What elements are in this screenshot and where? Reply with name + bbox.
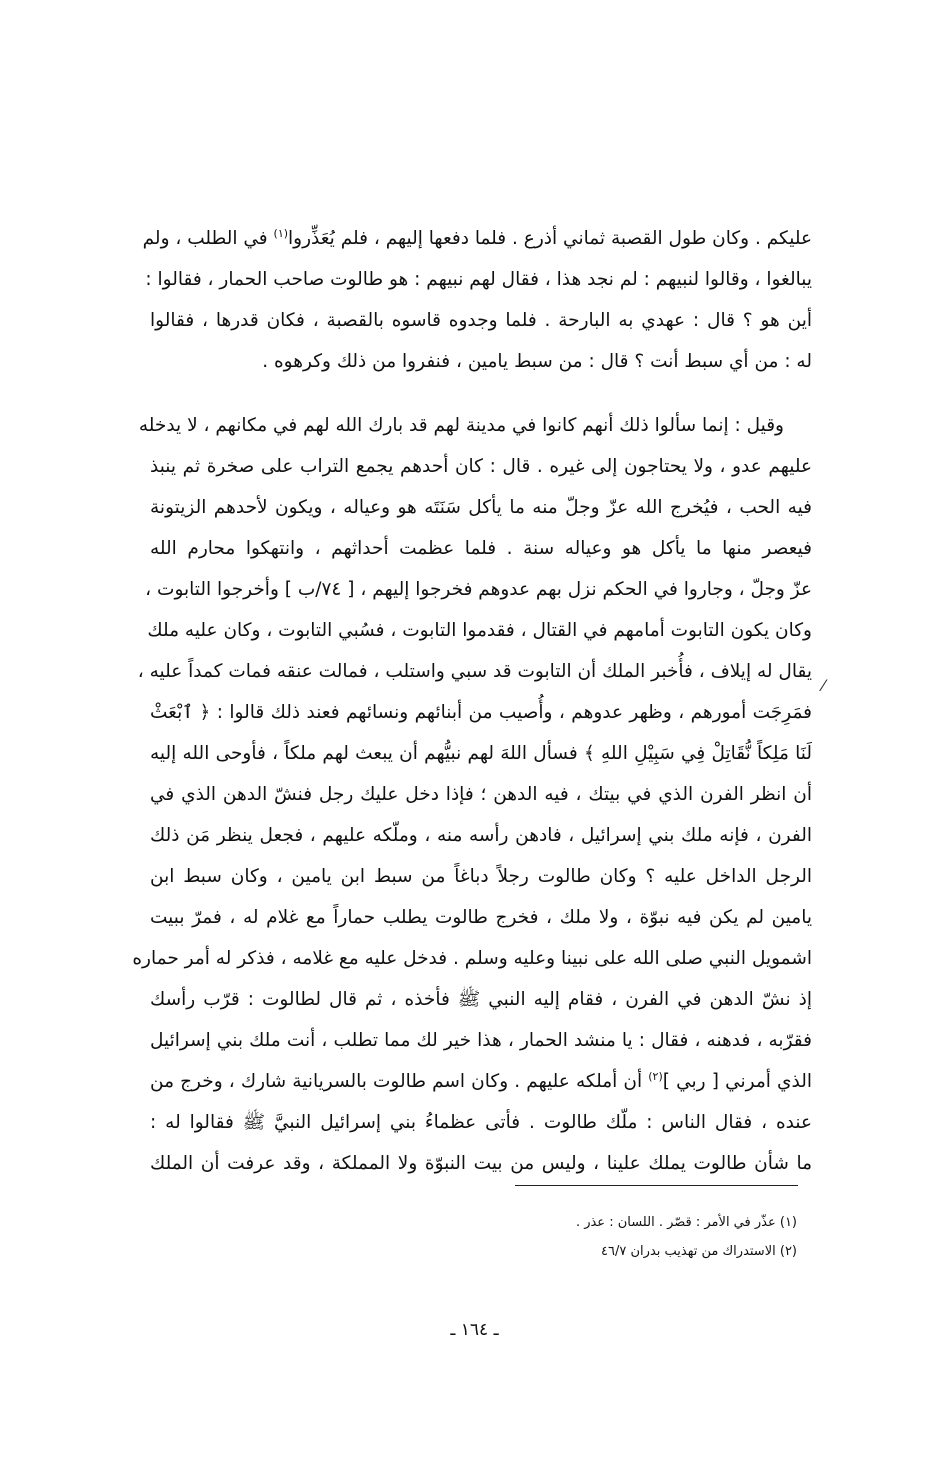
page-number: ـ ١٦٤ ـ [450, 1320, 499, 1340]
text-line: يامين لم يكن فيه نبوّة ، ولا ملك ، فخرج طالوت يطلب حماراً مع غلام له ، فمرّ ببيت [150, 907, 812, 928]
text-line: فمَرِجَت أمورهم ، وظهر عدوهم ، وأُصيب من أبنائهم ونسائهم فعند ذلك قالوا : ﴿ ٱبْعَثْ [150, 702, 812, 723]
text-line [142, 218, 812, 259]
text-line: أن انظر الفرن الذي في بيتك ، فيه الدهن ؛ فإذا دخل عليك رجل فنشّ الدهن الذي في [150, 784, 812, 805]
paragraph-1 [142, 218, 812, 382]
text-line: اشمويل النبي صلى الله على نبينا وعليه وسلم . فدخل عليه مع غلامه ، فذكر له أمر حماره [132, 948, 812, 969]
text-line: يبالغوا ، وقالوا لنبيهم : لم نجد هذا ، فقال لهم نبيهم : هو طالوت صاحب الحمار ، فقالوا : [145, 269, 812, 290]
text-line: فقرّبه ، فدهنه ، فقال : يا منشد الحمار ، هذا خير لك مما تطلب ، أنت ملك بني إسرائيل [150, 1030, 812, 1051]
footnote-marker-1[interactable]: (١) [273, 226, 289, 240]
footnote-marker-2[interactable]: (٢) [648, 1069, 663, 1083]
text-segment: عليكم . وكان طول القصبة ثماني أذرع . فلما دفعها إليهم ، فلم يُعَذِّروا [288, 228, 812, 249]
text-line: عليهم عدو ، ولا يحتاجون إلى غيره . قال : كان أحدهم يجمع التراب على صخرة ثم ينبذ [150, 456, 812, 477]
text-line: فيه الحب ، فيُخرج الله عزّ وجلّ منه ما يأكل سَنَتَه هو وعياله ، ويكون لأحدهم الزيتونة [150, 497, 812, 518]
footnote-1: (١) عذّر في الأمر : قصّر . اللسان : عذر . [575, 1215, 797, 1230]
footnote-separator [515, 1185, 798, 1186]
margin-mark: ⁄ [822, 676, 825, 695]
text-line: عزّ وجلّ ، وجاروا في الحكم نزل بهم عدوهم فخرجوا إليهم ، [ ٧٤/ب ] وأخرجوا التابوت ، [145, 579, 812, 600]
text-line: فيعصر منها ما يأكل هو وعياله سنة . فلما عظمت أحداثهم ، وانتهكوا محارم الله [150, 538, 812, 559]
footnotes [576, 1208, 797, 1266]
text-segment: أن أملكه عليهم . وكان اسم طالوت بالسريانية شارك ، وخرج من [150, 1071, 649, 1092]
text-line: ما شأن طالوت يملك علينا ، وليس من بيت النبوّة ولا المملكة ، وقد عرفت أن الملك [150, 1153, 812, 1174]
text-line: وكان يكون التابوت أمامهم في القتال ، فقدموا التابوت ، فسُبي التابوت ، وكان عليه ملك [147, 620, 812, 641]
text-line: الفرن ، فإنه ملك بني إسرائيل ، فادهن رأسه منه ، وملّكه عليهم ، فجعل ينظر مَن ذلك [150, 825, 812, 846]
text-line: أين هو ؟ قال : عهدي به البارحة . فلما وجدوه قاسوه بالقصبة ، فكان قدرها ، فقالوا [150, 310, 812, 331]
text-line: له : من أي سبط أنت ؟ قال : من سبط يامين ، فنفروا من ذلك وكرهوه . [262, 351, 812, 372]
footnote-2: (٢) الاستدراك من تهذيب بدران ٤٦/٧ [601, 1244, 797, 1259]
text-segment: في الطلب ، ولم [142, 228, 274, 249]
paragraph-2 [132, 405, 812, 1184]
text-line [150, 1061, 812, 1102]
text-line: لَنَا مَلِكاً نُّقَاتِلْ فِي سَبِيْلِ اللهِ ﴾ فسأل اللهَ لهم نبيُّهم أن يبعث لهم ملكاً ، فأوحى الله إليه [150, 743, 812, 764]
text-line: إذ نشّ الدهن في الفرن ، فقام إليه النبي ﷺ فأخذه ، ثم قال لطالوت : قرّب رأسك [150, 989, 812, 1010]
text-line: وقيل : إنما سألوا ذلك أنهم كانوا في مدينة لهم قد بارك الله لهم في مكانهم ، لا يدخله [138, 415, 784, 436]
text-line: يقال له إيلاف ، فأُخبر الملك أن التابوت قد سبي واستلب ، فمالت عنقه فمات كمداً عليه ، [137, 661, 812, 682]
text-line: الرجل الداخل عليه ؟ وكان طالوت رجلاً دباغاً من سبط ابن يامين ، وكان سبط ابن [150, 866, 812, 887]
text-segment: الذي أمرني [ ربي ] [662, 1071, 812, 1092]
text-line: عنده ، فقال الناس : ملّك طالوت . فأتى عظماءُ بني إسرائيل النبيَّ ﷺ فقالوا له : [150, 1112, 812, 1133]
